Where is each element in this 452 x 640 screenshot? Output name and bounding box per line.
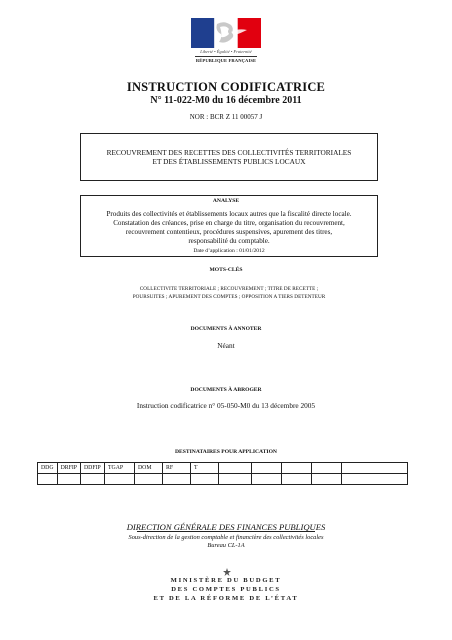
table-cell: DOM	[135, 463, 163, 474]
annotate-label: DOCUMENTS À ANNOTER	[190, 326, 262, 332]
document-title: INSTRUCTION CODIFICATRICE	[126, 80, 326, 94]
destinataires-label: DESTINATAIRES POUR APPLICATION	[175, 449, 277, 455]
abroger-value: Instruction codificatrice n° 05-050-M0 du 13 décembre 2005	[136, 401, 316, 410]
table-cell	[163, 474, 191, 485]
republique-francaise: RÉPUBLIQUE FRANÇAISE	[195, 58, 257, 63]
subject-text	[80, 148, 378, 166]
motto: Liberté • Égalité • Fraternité	[200, 49, 252, 54]
keywords-line-1: COLLECTIVITE TERRITORIALE ; RECOUVREMENT ; TITRE DE RECETTE ;	[139, 286, 319, 292]
analyse-line-4: responsabilité du comptable.	[188, 237, 270, 245]
nor-reference: NOR : BCR Z 11 00057 J	[189, 113, 263, 121]
table-cell: TGAP	[105, 463, 135, 474]
table-cell: T	[191, 463, 219, 474]
table-cell	[219, 474, 252, 485]
table-cell: DDG	[38, 463, 58, 474]
ministry-line-2: DES COMPTES PUBLICS	[171, 585, 281, 593]
direction-generale: DIRECTION GÉNÉRALE DES FINANCES PUBLIQUES	[126, 522, 326, 532]
keywords-line-2: POURSUITES ; APUREMENT DES COMPTES ; OPPOSITION A TIERS DETENTEUR	[132, 293, 326, 300]
table-cell	[282, 463, 312, 474]
table-cell: RF	[163, 463, 191, 474]
table-cell	[105, 474, 135, 485]
table-cell	[38, 474, 58, 485]
analyse-text	[84, 210, 374, 246]
table-row	[38, 474, 408, 485]
analyse-line-2: Constatation des créances, prise en charge du titre, organisation du recouvrement,	[113, 219, 345, 227]
marianne-flag-icon	[191, 18, 261, 48]
keywords-text	[70, 286, 388, 301]
table-cell	[312, 463, 342, 474]
direction-underline	[137, 531, 315, 532]
ministry-line-1: MINISTÈRE DU BUDGET	[170, 577, 282, 584]
table-cell	[57, 474, 80, 485]
table-cell	[252, 474, 282, 485]
table-cell	[312, 474, 342, 485]
annotate-value: Néant	[217, 341, 235, 350]
keywords-label: MOTS-CLÉS	[209, 267, 243, 273]
marianne-logo	[191, 18, 261, 70]
application-date: Date d’application : 01/01/2012	[193, 248, 265, 254]
ministry-signature	[0, 577, 452, 603]
analyse-line-3: recouvrement contentieux, procédures suspensives, apurement des titres,	[125, 228, 333, 236]
destinataires-table	[37, 462, 408, 485]
ministry-line-3: ET DE LA RÉFORME DE L’ÉTAT	[153, 594, 299, 602]
table-row	[38, 463, 408, 474]
subject-line-2: ET DES ÉTABLISSEMENTS PUBLICS LOCAUX	[152, 157, 306, 166]
table-cell	[342, 463, 408, 474]
table-cell	[342, 474, 408, 485]
table-cell	[191, 474, 219, 485]
table-cell	[81, 474, 105, 485]
table-cell	[252, 463, 282, 474]
analyse-line-1: Produits des collectivités et établissements locaux autres que la fiscalité directe locale.	[106, 210, 352, 218]
table-cell: DRFIP	[57, 463, 80, 474]
subject-line-1: RECOUVREMENT DES RECETTES DES COLLECTIVITÉS TERRITORIALES	[106, 148, 352, 157]
table-cell	[135, 474, 163, 485]
ministry-emblem-icon	[222, 568, 232, 576]
table-cell	[219, 463, 252, 474]
logo-divider	[195, 56, 257, 57]
document-number: N° 11-022-M0 du 16 décembre 2011	[150, 95, 302, 106]
bureau: Bureau CL-1A	[207, 542, 245, 549]
analyse-label: ANALYSE	[212, 198, 240, 204]
sous-direction: Sous-direction de la gestion comptable et financière des collectivités locales	[128, 534, 324, 541]
table-cell	[282, 474, 312, 485]
abroger-label: DOCUMENTS À ABROGER	[190, 387, 262, 393]
table-cell: DDFIP	[81, 463, 105, 474]
